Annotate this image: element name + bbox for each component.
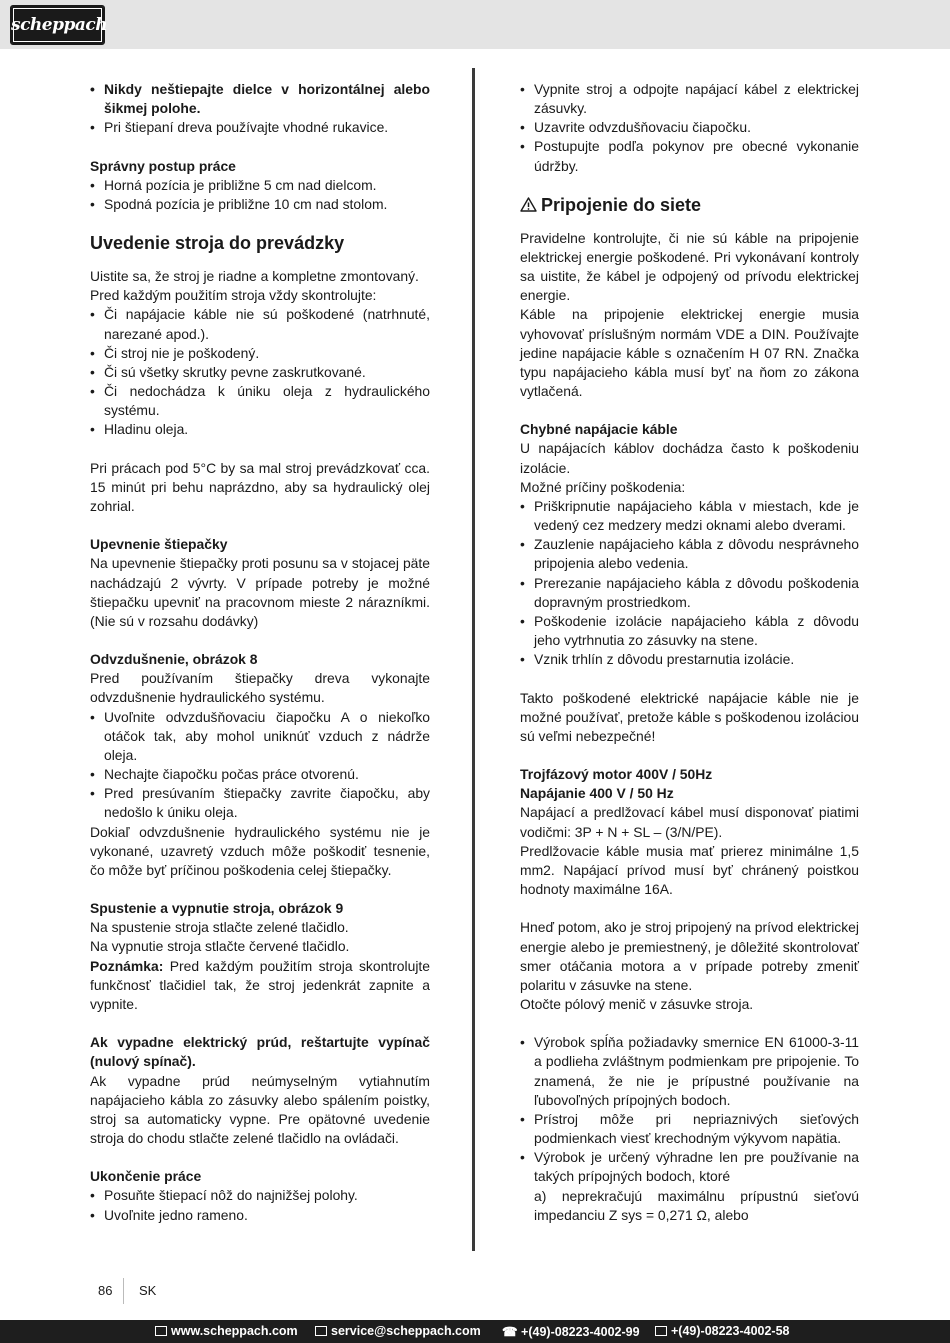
list-sub-item: a) neprekračujú maximálnu prípustnú sieťovú impedanciu Z sys = 0,271 Ω, alebo [534, 1187, 859, 1223]
list-item: • Spodná pozícia je približne 10 cm nad stolom. [90, 195, 430, 214]
damage-causes-list [520, 497, 859, 669]
paragraph: Ak vypadne prúd neúmyselným vytiahnutím napájacieho kábla zo zásuvky alebo spálením poistky, stroj sa automaticky vypne. Pre opätovné uvedenie stroja do chodu stlačte zelené tlačidlo na ovládači. [90, 1072, 430, 1147]
paragraph: Napájací a predlžovací kábel musí disponovať piatimi vodičmi: 3P + N + SL – (3/N/PE). [520, 804, 859, 840]
heading-pripojenie [520, 194, 859, 216]
paragraph: Možné príčiny poškodenia: [520, 478, 686, 495]
bleeding-list [90, 708, 430, 823]
paragraph: Hneď potom, ako je stroj pripojený na prívod elektrickej energie alebo je premiestnený, je dôležité skontrolovať smer otáčania motora a v prípade potreby zmeniť polaritu v zásuvke na stene. [520, 919, 859, 993]
grid-conditions-list [520, 1033, 859, 1225]
finish-list [90, 1186, 430, 1224]
list-item: • Či stroj nie je poškodený. [90, 344, 430, 363]
web-text: www.scheppach.com [171, 1324, 298, 1338]
heading-uvedenie: Uvedenie stroja do prevádzky [90, 233, 345, 254]
paragraph: Predlžovacie káble musia mať prierez minimálne 1,5 mm2. Napájací prívod musí byť chránený poistkou hodnoty maximálne 16A. [520, 842, 859, 898]
note-text: Pred každým použitím stroja skontrolujte funkčnosť tlačidiel tak, že stroj jedenkrát zapnite a vypnite. [90, 957, 430, 1012]
language-code: SK [139, 1283, 157, 1298]
warning-icon [520, 197, 537, 212]
paragraph: Otočte pólový menič v zásuvke stroja. [520, 995, 754, 1012]
paragraph: Na upevnenie štiepačky proti posunu sa v stojacej päte nachádzajú 2 vývrty. V prípade potreby je možné štiepačku upevniť na pracovnom mieste 2 nárazníkmi. (Nie sú v rozsahu dodávky) [90, 555, 430, 629]
list-item: • Postupujte podľa pokynov pre obecné vykonanie údržby. [520, 137, 859, 175]
contact-email[interactable] [315, 1324, 481, 1338]
list-item: • Výrobok spĺňa požiadavky smernice EN 61000-3-11 a podlieha zvláštnym podmienkam pre pripojenie. To znamená, že nie je prípustné používanie na ľubovoľných prípojných bodoch. [520, 1033, 859, 1110]
list-item: • Prerezanie napájacieho kábla z dôvodu poškodenia dopravným prostriedkom. [520, 574, 859, 612]
section-heading: Napájanie 400 V / 50 Hz [520, 785, 674, 802]
list-item: • Výrobok je určený výhradne len pre používanie na takých prípojných bodoch, ktoré [520, 1148, 859, 1186]
contact-phone[interactable] [502, 1324, 640, 1339]
list-item: • Nikdy neštiepajte dielce v horizontálnej alebo šikmej polohe. [90, 80, 430, 118]
section-heading: Odvzdušnenie, obrázok 8 [90, 651, 258, 668]
fax-icon [655, 1326, 667, 1336]
list-item: • Vypnite stroj a odpojte napájací kábel z elektrickej zásuvky. [520, 80, 859, 118]
footer-separator [123, 1278, 124, 1304]
note-paragraph [90, 957, 430, 1014]
list-item: • Priškripnutie napájacieho kábla v miestach, kde je vedený cez medzery medzi oknami alebo dverami. [520, 497, 859, 535]
contact-bar [0, 1320, 950, 1343]
column-divider [472, 68, 475, 1251]
list-item: • Uzavrite odvzdušňovaciu čiapočku. [520, 118, 859, 137]
paragraph: Pri prácach pod 5°C by sa mal stroj prevádzkovať cca. 15 minút pri behu naprázdno, aby sa hydraulický olej zohrial. [90, 459, 430, 514]
section-heading: Spustenie a vypnutie stroja, obrázok 9 [90, 900, 344, 917]
maintenance-list [520, 80, 859, 176]
list-item: • Poškodenie izolácie napájacieho kábla z dôvodu jeho vytrhnutia zo zásuvky na stene. [520, 612, 859, 650]
list-item: • Prístroj môže pri nepriaznivých sieťových podmienkach viesť krechodným výkyvom napätia. [520, 1110, 859, 1148]
list-item: • Zauzlenie napájacieho kábla z dôvodu nesprávneho pripojenia alebo vedenia. [520, 535, 859, 573]
note-label: Poznámka: [90, 957, 164, 974]
list-item: • Či sú všetky skrutky pevne zaskrutkované. [90, 363, 430, 382]
paragraph: Dokiaľ odvzdušnenie hydraulického systému nie je vykonané, uzavretý vzduch môže poškodiť tesnenie, čo môže byť príčinou poškodenia celej štiepačky. [90, 823, 430, 878]
paragraph: Káble na pripojenie elektrickej energie musia vyhovovať príslušným normám VDE a DIN. Používajte jedine napájacie káble s označením H 07 RN. Značka typu napájacieho kábla musí byť na ňom zo zákona vytlačená. [520, 306, 859, 400]
mail-icon [315, 1326, 327, 1336]
list-item: • Posuňte štiepací nôž do najnižšej polohy. [90, 1186, 430, 1205]
paragraph: Na vypnutie stroja stlačte červené tlačidlo. [90, 938, 350, 955]
intro-list [90, 80, 430, 137]
phone-text: +(49)-08223-4002-99 [521, 1325, 640, 1339]
list-item: • Horná pozícia je približne 5 cm nad dielcom. [90, 176, 430, 195]
paragraph: Pravidelne kontrolujte, či nie sú káble na pripojenie elektrickej energie poškodené. Pri vykonávaní kontroly sa uistite, že kábel je odpojený od prívodu elektrickej energie. [520, 229, 859, 304]
heading-text: Pripojenie do siete [541, 194, 702, 215]
list-item: • Či nedochádza k úniku oleja z hydraulického systému. [90, 382, 430, 420]
list-item: • Vznik trhlín z dôvodu prestarnutia izolácie. [520, 650, 859, 669]
section-heading: Upevnenie štiepačky [90, 536, 228, 553]
list-item: • Pri štiepaní dreva používajte vhodné rukavice. [90, 118, 430, 137]
paragraph: Pred používaním štiepačky dreva vykonajte odvzdušnenie hydraulického systému. [90, 670, 430, 706]
check-list [90, 305, 430, 439]
list-item: • Pred presúvaním štiepačky zavrite čiapočku, aby nedošlo k úniku oleja. [90, 784, 430, 822]
monitor-icon [155, 1326, 167, 1336]
scheppach-logo [10, 5, 108, 45]
section-heading: Chybné napájacie káble [520, 421, 678, 438]
list-item: • Uvoľnite jedno rameno. [90, 1206, 430, 1225]
list-item: • Nechajte čiapočku počas práce otvorenú. [90, 765, 430, 784]
paragraph: Uistite sa, že stroj je riadne a kompletne zmontovaný. [90, 268, 419, 285]
phone-icon: ☎ [502, 1325, 522, 1339]
section-heading: Ukončenie práce [90, 1168, 202, 1185]
list-item: • Či napájacie káble nie sú poškodené (natrhnuté, narezané apod.). [90, 305, 430, 343]
header-bar [0, 0, 950, 49]
list-item: • Hladinu oleja. [90, 420, 430, 439]
right-column [520, 80, 859, 1225]
email-text: service@scheppach.com [331, 1324, 481, 1338]
section-heading: Trojfázový motor 400V / 50Hz [520, 766, 713, 783]
paragraph: U napájacích káblov dochádza často k poškodeniu izolácie. [520, 440, 859, 476]
paragraph: Pred každým použitím stroja vždy skontrolujte: [90, 287, 377, 304]
logo-text: scheppach [11, 15, 108, 35]
section-heading: Správny postup práce [90, 157, 236, 174]
section-heading: Ak vypadne elektrický prúd, reštartujte vypínač (nulový spínač). [90, 1034, 430, 1070]
paragraph: Takto poškodené elektrické napájacie káble nie je možné používať, pretože káble s poškodenou izoláciou sú veľmi nebezpečné! [520, 689, 859, 744]
left-column [90, 80, 430, 1225]
contact-web[interactable] [155, 1324, 298, 1338]
paragraph: Na spustenie stroja stlačte zelené tlačidlo. [90, 919, 349, 936]
fax-text: +(49)-08223-4002-58 [671, 1324, 790, 1338]
page-number: 86 [98, 1283, 113, 1298]
work-procedure-list [90, 176, 430, 214]
list-item: • Uvoľnite odvzdušňovaciu čiapočku A o niekoľko otáčok tak, aby mohol uniknúť vzduch z nádrže oleja. [90, 708, 430, 765]
contact-fax [655, 1324, 790, 1338]
